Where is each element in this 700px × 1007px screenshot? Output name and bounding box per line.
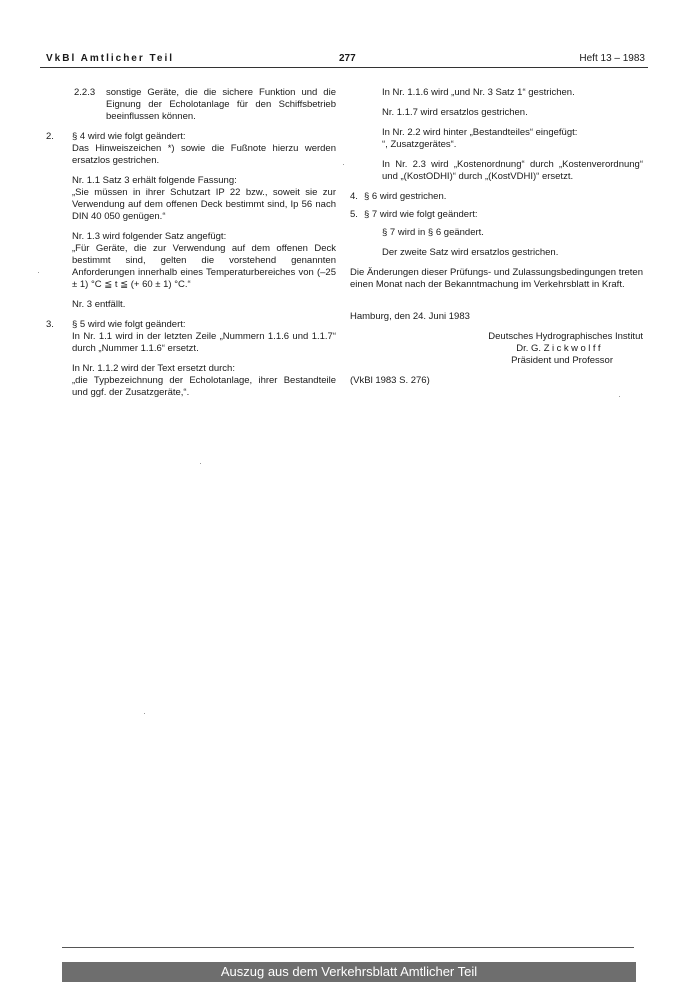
item-heading: § 5 wird wie folgt geändert:: [72, 319, 186, 330]
inserted-text: “, Zusatzgerätes“.: [382, 139, 457, 150]
item-heading: § 4 wird wie folgt geändert:: [72, 131, 186, 142]
item-5: [350, 209, 643, 221]
paragraph: Nr. 3 entfällt.: [72, 299, 126, 310]
signatory: [350, 343, 603, 355]
institute-name: Deutsches Hydrographisches Institut: [488, 331, 643, 342]
item-3: [46, 319, 336, 399]
paragraph: In Nr. 2.2 wird hinter „Bestandteiles“ eingefügt:: [382, 127, 578, 138]
scan-speck: [38, 272, 39, 273]
paragraph: In Nr. 1.1 wird in der letzten Zeile „Nummern 1.1.6 und 1.1.7“ durch „Nummer 1.1.6“ ersetzt.: [72, 331, 336, 354]
item-4: [350, 191, 643, 203]
paragraph: In Nr. 2.3 wird „Kostenordnung“ durch „Kostenverordnung“ und „(KostODHI)“ durch „(KostVDHI)“ ersetzt.: [382, 159, 643, 182]
item-text: sonstige Geräte, die die sichere Funktion und die Eignung der Echolotanlage für den Schiffsbetrieb beeinflussen können.: [106, 87, 336, 122]
item-2: [46, 131, 336, 311]
item-number: 3.: [46, 319, 54, 330]
left-column: [46, 87, 336, 407]
place-date: Hamburg, den 24. Juni 1983: [350, 311, 470, 322]
scan-speck: [619, 396, 620, 397]
paragraph: § 7 wird in § 6 geändert.: [382, 227, 484, 238]
item-number: 5.: [350, 209, 358, 220]
footer-rule: [62, 947, 634, 948]
scan-speck: [200, 463, 201, 464]
right-column: [350, 87, 643, 387]
quoted-text: „Für Geräte, die zur Verwendung auf dem offenen Deck bestimmt sind, gelten die vorstehend genannten Anforderungen innerhalb eines Temperaturbereiches von (–25 ± 1) °C ≦ t ≦ (+ 60 ± 1) °C.“: [72, 243, 336, 290]
signatory-title: Präsident und Professor: [511, 355, 613, 366]
quoted-text: „die Typbezeichnung der Echolotanlage, ihrer Bestandteile und ggf. der Zusatzgeräte,“.: [72, 375, 336, 398]
item-2-2-3: [46, 87, 336, 123]
closing-paragraph: Die Änderungen dieser Prüfungs- und Zulassungsbedingungen treten einen Monat nach der Bekanntmachung im Verkehrsblatt in Kraft.: [350, 267, 643, 290]
item-heading: § 6 wird gestrichen.: [364, 191, 447, 202]
item-number: 4.: [350, 191, 358, 202]
header-publication: VkBl Amtlicher Teil: [46, 53, 175, 64]
paragraph-heading: In Nr. 1.1.2 wird der Text ersetzt durch:: [72, 363, 235, 374]
publication-reference: (VkBl 1983 S. 276): [350, 375, 430, 386]
signatory-prefix: Dr. G.: [516, 343, 542, 354]
scan-speck: [144, 713, 145, 714]
paragraph-heading: Nr. 1.3 wird folgender Satz angefügt:: [72, 231, 227, 242]
quoted-text: „Sie müssen in ihrer Schutzart IP 22 bzw., soweit sie zur Verwendung auf dem offenen Deck bestimmt sind, Ip 56 nach DIN 40 050 genügen.“: [72, 187, 336, 222]
footer-banner: Auszug aus dem Verkehrsblatt Amtlicher Teil: [62, 962, 636, 982]
item-number: 2.2.3: [74, 87, 96, 98]
paragraph: Das Hinweiszeichen *) sowie die Fußnote hierzu werden ersatzlos gestrichen.: [72, 143, 336, 166]
header-rule: [40, 67, 648, 68]
item-heading: § 7 wird wie folgt geändert:: [364, 209, 478, 220]
header-issue: Heft 13 – 1983: [579, 53, 645, 64]
header-page-number: 277: [339, 53, 356, 64]
paragraph: In Nr. 1.1.6 wird „und Nr. 3 Satz 1“ gestrichen.: [382, 87, 575, 98]
paragraph-heading: Nr. 1.1 Satz 3 erhält folgende Fassung:: [72, 175, 237, 186]
paragraph: Nr. 1.1.7 wird ersatzlos gestrichen.: [382, 107, 528, 118]
signatory-name: Zickwolff: [543, 343, 603, 354]
paragraph: Der zweite Satz wird ersatzlos gestrichen.: [382, 247, 559, 258]
scan-speck: [343, 164, 344, 165]
item-number: 2.: [46, 131, 54, 142]
